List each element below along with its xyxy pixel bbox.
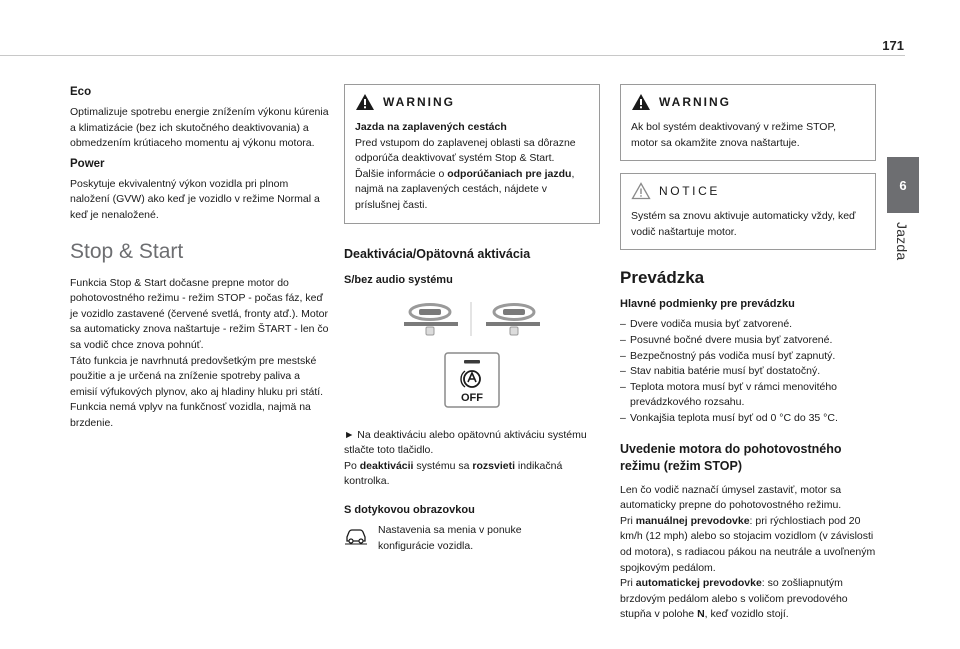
stop-start-title: Stop & Start — [70, 239, 184, 263]
list-item: – Vonkajšia teplota musí byť od 0 °C do 35 °C. — [620, 411, 876, 427]
warning-header-2 — [631, 93, 865, 111]
warning-text-1: Pred vstupom do zaplavenej oblasti sa dôrazne odporúča deaktivovať systém Stop & Start. — [355, 136, 576, 165]
instruction-1: ► Na deaktiváciu alebo opätovnú aktiváciu systému stlačte toto tlačidlo. — [344, 428, 587, 457]
header-rule — [0, 55, 905, 56]
eco-heading: Eco — [70, 86, 92, 98]
audio-system-heading: S/bez audio systému — [344, 273, 453, 286]
stop-start-button-figure — [344, 352, 600, 408]
page-number: 171 — [882, 38, 904, 53]
touchscreen-text: Nastavenia sa menia v ponuke konfigurácie vozidla. — [378, 523, 522, 552]
warning-label: WARNING — [383, 95, 455, 109]
warning-bold-title: Jazda na zaplavených cestách — [355, 121, 507, 133]
chapter-tab — [887, 157, 919, 213]
column-middle — [344, 80, 600, 554]
list-item: – Dvere vodiča musia byť zatvorené. — [620, 317, 876, 333]
button-off-label: OFF — [461, 391, 483, 404]
stop-start-paragraph-1: Funkcia Stop & Start dočasne prepne motor do pohotovostného režimu - režim STOP - počas fáz, keď je vozidlo zastavené (červené svetlá, fronty atď.). Motor sa automaticky znova naštartuje - režim ŠTART - len čo sa vodič chce znova pohnúť. — [70, 276, 329, 351]
steering-wheel-icon — [392, 298, 552, 340]
warning-text-2: Ďalšie informácie o odporúčaniach pre jazdu, najmä na zaplavených cestách, nájdete v príslušnej časti. — [355, 167, 575, 211]
power-text: Poskytuje ekvivalentný výkon vozidla pri plnom naložení (GVW) ako keď je vozidlo v režime Normal a keď je nenaložené. — [70, 177, 320, 221]
notice-triangle-icon — [631, 182, 651, 200]
stop-start-paragraph-3: Funkcia nemá vplyv na funkčnosť vozidla, najmä na brzdenie. — [70, 401, 311, 429]
warning-triangle-icon — [631, 93, 651, 111]
warning-label-2: WARNING — [659, 95, 731, 109]
warning-header — [355, 93, 589, 111]
deactivation-heading: Deaktivácia/Opätovná aktivácia — [344, 246, 531, 261]
standby-paragraph-3: Pri automatickej prevodovke: so zošliapnutým brzdovým pedálom alebo s voličom prevodového stupňa v polohe N, keď vozidlo stojí. — [620, 577, 848, 621]
standby-paragraph-2: Pri manuálnej prevodovke: pri rýchlostiach pod 20 km/h (12 mph) alebo so stojacim vozidlom (v závislosti od motora), s radiacou pákou na neutrále a uvoľneným spojkovým pedálom. — [620, 514, 876, 574]
column-right — [620, 80, 876, 623]
vehicle-settings-icon — [344, 525, 368, 545]
standby-heading: Uvedenie motora do pohotovostného režimu (režim STOP) — [620, 441, 842, 473]
warning-triangle-icon — [355, 93, 375, 111]
notice-box-reactivation — [620, 173, 876, 250]
column-left — [70, 80, 330, 432]
notice-label: NOTICE — [659, 184, 720, 199]
list-item: – Teplota motora musí byť v rámci menovitého prevádzkového rozsahu. — [620, 380, 876, 411]
list-item: – Stav nabitia batérie musí byť dostatočný. — [620, 364, 876, 380]
conditions-list — [620, 317, 876, 426]
notice-text: Systém sa znovu aktivuje automaticky vždy, keď vodič naštartuje motor. — [631, 210, 856, 238]
stop-start-off-icon — [444, 352, 500, 408]
chapter-number: 6 — [899, 177, 907, 193]
stop-start-paragraph-2: Táto funkcia je navrhnutá predovšetkým pre mestské použitie a je určená na zníženie spotreby paliva a emisií výfukových plynov, ako aj hladiny hluku pri státí. — [70, 354, 324, 398]
touchscreen-heading: S dotykovou obrazovkou — [344, 503, 475, 516]
eco-text: Optimalizuje spotrebu energie znížením výkonu kúrenia a klimatizácie (bez ich skutočného deaktivovania) a obmedzením krútiaceho momentu aj výkonu motora. — [70, 106, 329, 150]
list-item: – Bezpečnostný pás vodiča musí byť zapnutý. — [620, 349, 876, 365]
list-item: – Posuvné bočné dvere musia byť zatvorené. — [620, 333, 876, 349]
standby-paragraph-1: Len čo vodič naznačí úmysel zastaviť, motor sa automaticky prepne do pohotovostného režimu. — [620, 483, 842, 512]
touchscreen-note — [344, 523, 600, 554]
warning-restart-text: Ak bol systém deaktivovaný v režime STOP, motor sa okamžite znova naštartuje. — [631, 121, 837, 149]
chapter-label: Jazda — [894, 222, 910, 261]
prevadzka-title: Prevádzka — [620, 268, 705, 288]
notice-header — [631, 182, 865, 200]
conditions-heading: Hlavné podmienky pre prevádzku — [620, 298, 795, 311]
steering-wheel-pictograms — [344, 298, 600, 340]
warning-box-restart — [620, 84, 876, 161]
warning-box-flooded-roads — [344, 84, 600, 224]
instruction-2: Po deaktivácii systému sa rozsvieti indikačná kontrolka. — [344, 459, 563, 488]
power-heading: Power — [70, 157, 105, 170]
